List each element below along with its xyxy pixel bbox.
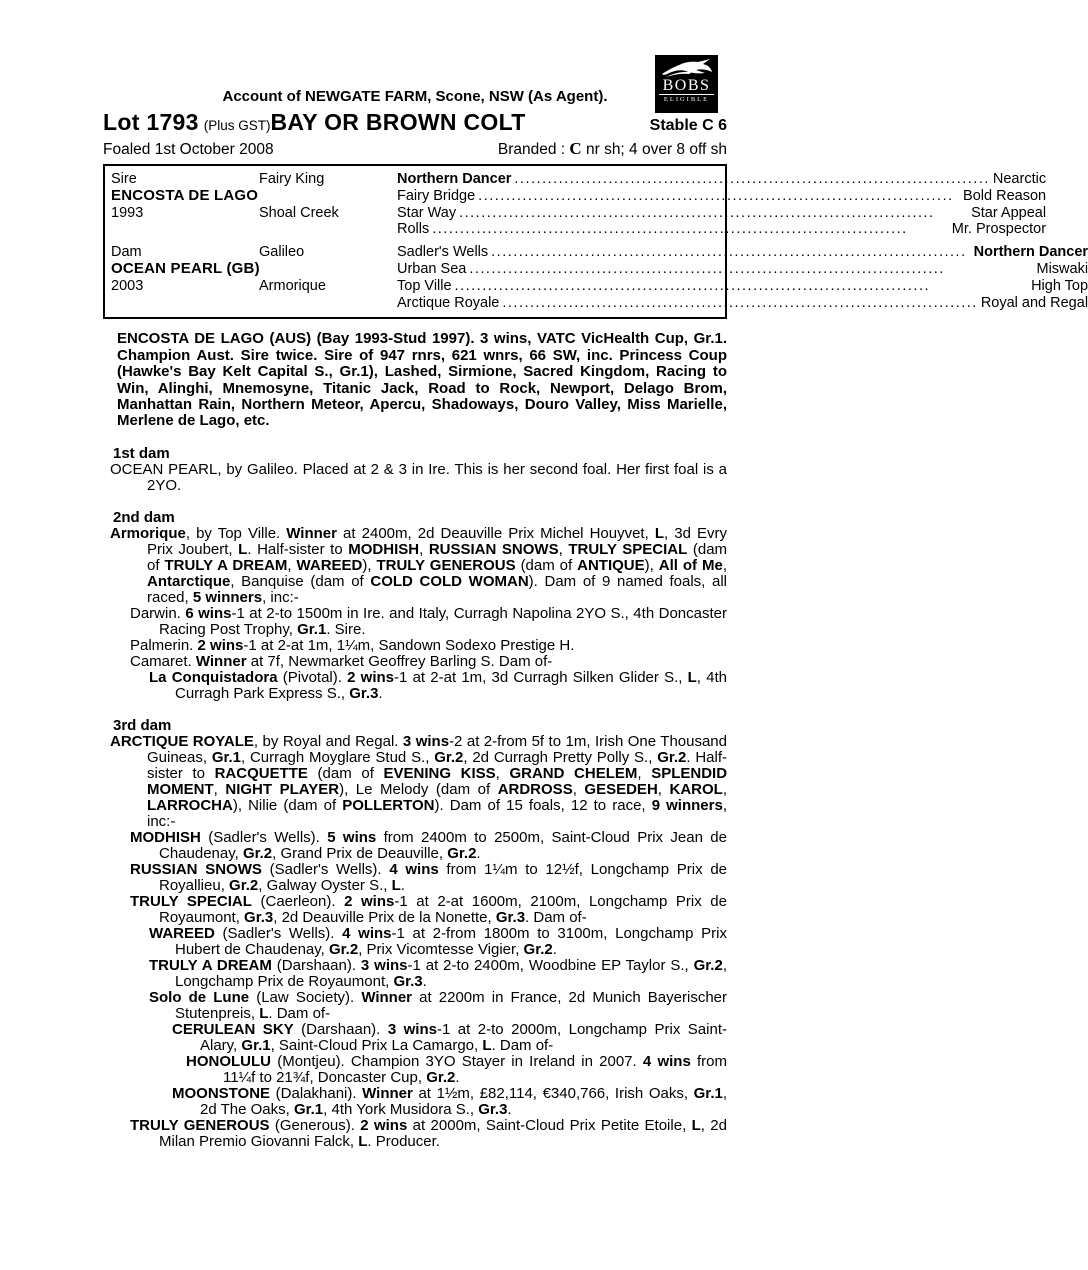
pedigree-entry: WAREED (Sadler's Wells). 4 wins-1 at 2-from 1800m to 3100m, Longchamp Prix Hubert de Chaudenay, Gr.2, Prix Vicomtesse Vigier, Gr.2. [149, 924, 727, 958]
ancestor-name: Sadler's Wells [397, 244, 489, 261]
ancestor-parent: Star Appeal [971, 204, 1047, 221]
ancestor-row [397, 205, 1046, 222]
dam-grandparents-column [397, 244, 1088, 311]
dam-parents-column [259, 244, 397, 311]
pedigree-entry: CERULEAN SKY (Darshaan). 3 wins-1 at 2-to 2000m, Longchamp Prix Saint-Alary, Gr.1, Saint-Cloud Prix La Camargo, L. Dam of- [172, 1020, 727, 1054]
horse-description-title: BAY OR BROWN COLT [270, 109, 526, 135]
pedigree-entry: La Conquistadora (Pivotal). 2 wins-1 at 2-at 1m, 3d Curragh Silken Glider S., L, 4th Curragh Park Express S., Gr.3. [149, 668, 728, 702]
plus-gst-note: (Plus GST) [203, 118, 271, 133]
dam-sections [110, 446, 727, 1150]
bobs-logo-subtitle: ELIGIBLE [659, 94, 714, 103]
lot-title-row [103, 109, 727, 136]
dot-leader [455, 278, 1029, 295]
dam-section-heading: 2nd dam [113, 508, 175, 526]
dam-id-column [111, 244, 259, 311]
ancestor-parent: Nearctic [992, 171, 1047, 187]
horse-head-icon [655, 58, 718, 78]
dam-name: OCEAN PEARL (GB) [111, 259, 260, 277]
pedigree-entry: Armorique, by Top Ville. Winner at 2400m, 2d Deauville Prix Michel Houyvet, L, 3d Evry Prix Joubert, L. Half-sister to MODHISH, RUSSIAN SNOWS, TRULY SPECIAL (dam of TRULY A DREAM, WAREED), TRULY GENEROUS (dam of ANTIQUE), All of Me, Antarctique, Banquise (dam of COLD COLD WOMAN). Dam of 9 named foals, all raced, 5 winners, inc:- [110, 524, 728, 606]
brand-symbol: C [569, 139, 582, 158]
ancestor-parent: Mr. Prospector [951, 221, 1047, 238]
ancestor-row [397, 278, 1088, 295]
pedigree-entry: Camaret. Winner at 7f, Newmarket Geoffrey Barling S. Dam of- [130, 652, 553, 670]
dot-leader [478, 188, 960, 205]
ancestor-row [397, 261, 1088, 278]
ancestor-name: Northern Dancer [397, 171, 512, 187]
pedigree-entry: MODHISH (Sadler's Wells). 5 wins from 2400m to 2500m, Saint-Cloud Prix Jean de Chaudenay, Gr.2, Grand Prix de Deauville, Gr.2. [130, 828, 727, 862]
pedigree-entry: TRULY A DREAM (Darshaan). 3 wins-1 at 2-to 2400m, Woodbine EP Taylor S., Gr.2, Longchamp Prix de Royaumont, Gr.3. [149, 956, 727, 990]
ancestor-name: Fairy Bridge [397, 187, 476, 204]
bobs-eligible-badge [655, 55, 718, 113]
dam-section-heading: 1st dam [113, 444, 170, 462]
sire-role-label: Sire [111, 171, 137, 187]
ancestor-name: Rolls [397, 221, 430, 238]
branded-info: Branded : C nr sh; 4 over 8 off sh [497, 139, 727, 158]
ancestor-name: Star Way [397, 204, 457, 221]
ancestor-parent: Miswaki [1036, 260, 1088, 277]
sire-sire-name: Fairy King [259, 171, 325, 187]
sire-grandparents-column [397, 171, 1046, 238]
pedigree-dam-half [111, 244, 1088, 311]
ancestor-parent: Bold Reason [963, 187, 1047, 204]
ancestor-parent: Northern Dancer [973, 244, 1088, 261]
lot-number: Lot 1793 [103, 109, 199, 135]
dot-leader [459, 205, 968, 222]
pedigree-entry: TRULY SPECIAL (Caerleon). 2 wins-1 at 2-at 1600m, 2100m, Longchamp Prix de Royaumont, Gr.3, 2d Deauville Prix de la Nonette, Gr.3. Dam of- [130, 892, 727, 926]
dam-dam-name: Armorique [259, 277, 326, 294]
ancestor-row [397, 295, 1088, 312]
bobs-logo-title: BOBS [662, 77, 711, 94]
ancestor-row [397, 188, 1046, 205]
dot-leader [469, 261, 1033, 278]
pedigree-table [103, 164, 1088, 319]
ancestor-name: Top Ville [397, 277, 452, 294]
pedigree-entry: Darwin. 6 wins-1 at 2-to 1500m in Ire. and Italy, Curragh Napolina 2YO S., 4th Doncaster Racing Post Trophy, Gr.1. Sire. [130, 604, 727, 638]
pedigree-entry: HONOLULU (Montjeu). Champion 3YO Stayer in Ireland in 2007. 4 wins from 11¼f to 21¾f, Doncaster Cup, Gr.2. [186, 1052, 727, 1086]
ancestor-row [397, 171, 1046, 188]
sire-year: 1993 [111, 204, 144, 221]
pedigree-entry: ARCTIQUE ROYALE, by Royal and Regal. 3 wins-2 at 2-from 5f to 1m, Irish One Thousand Guineas, Gr.1, Curragh Moyglare Stud S., Gr.2, 2d Curragh Pretty Polly S., Gr.2. Half-sister to RACQUETTE (dam of EVENING KISS, GRAND CHELEM, SPLENDID MOMENT, NIGHT PLAYER), Le Melody (dam of ARDROSS, GESEDEH, KAROL, LARROCHA), Nilie (dam of POLLERTON). Dam of 15 foals, 12 to race, 9 winners, inc:- [110, 732, 728, 830]
ancestor-name: Urban Sea [397, 260, 467, 277]
dot-leader [491, 244, 970, 261]
pedigree-entry: Solo de Lune (Law Society). Winner at 2200m in France, 2d Munich Bayerischer Stutenpreis, L. Dam of- [149, 988, 727, 1022]
ancestor-row [397, 221, 1046, 238]
ancestor-parent: High Top [1031, 277, 1088, 294]
dam-year: 2003 [111, 277, 144, 294]
dam-sire-name: Galileo [259, 244, 305, 261]
foaled-date: Foaled 1st October 2008 [103, 141, 274, 158]
ancestor-name: Arctique Royale [397, 294, 500, 311]
dot-leader [514, 171, 989, 188]
pedigree-entry: Palmerin. 2 wins-1 at 2-at 1m, 1¼m, Sandown Sodexo Prestige H. [130, 636, 575, 654]
dot-leader [432, 221, 949, 238]
stable-number: Stable C 6 [649, 117, 727, 134]
ancestor-parent: Royal and Regal [980, 294, 1088, 311]
pedigree-sire-half [111, 171, 1047, 238]
page-content [103, 0, 1088, 1150]
ancestor-row [397, 244, 1088, 261]
sire-dam-name: Shoal Creek [259, 204, 339, 221]
pedigree-entry: TRULY GENEROUS (Generous). 2 wins at 2000m, Saint-Cloud Prix Petite Etoile, L, 2d Milan Premio Giovanni Falck, L. Producer. [130, 1116, 727, 1150]
pedigree-entry: MOONSTONE (Dalakhani). Winner at 1½m, £82,114, €340,766, Irish Oaks, Gr.1, 2d The Oaks, Gr.1, 4th York Musidora S., Gr.3. [172, 1084, 727, 1118]
pedigree-entry: OCEAN PEARL, by Galileo. Placed at 2 & 3 in Ire. This is her second foal. Her first foal is a 2YO. [110, 460, 727, 494]
dot-leader [502, 295, 977, 312]
account-line: Account of NEWGATE FARM, Scone, NSW (As Agent). [222, 88, 608, 105]
sire-name: ENCOSTA DE LAGO [111, 186, 259, 204]
pedigree-entry: RUSSIAN SNOWS (Sadler's Wells). 4 wins from 1¼m to 12½f, Longchamp Prix de Royallieu, Gr.2, Galway Oyster S., L. [130, 860, 728, 894]
sire-id-column [111, 171, 259, 238]
sire-race-record-paragraph: ENCOSTA DE LAGO (AUS) (Bay 1993-Stud 1997). 3 wins, VATC VicHealth Cup, Gr.1. Champion Aust. Sire twice. Sire of 947 rnrs, 621 wnrs, 66 SW, inc. Princess Coup (Hawke's Bay Kelt Capital S., Gr.1), Lashed, Sirmione, Sacred Kingdom, Racing to Win, Alinghi, Mnemosyne, Titanic Jack, Road to Rock, Newport, Delago Brom, Manhattan Rain, Northern Meteor, Apercu, Shadoways, Douro Valley, Miss Marielle, Merlene de Lago, etc. [117, 330, 727, 430]
dam-section-heading: 3rd dam [113, 716, 172, 734]
sire-parents-column [259, 171, 397, 238]
foaled-branded-row [103, 140, 727, 159]
dam-role-label: Dam [111, 244, 142, 261]
